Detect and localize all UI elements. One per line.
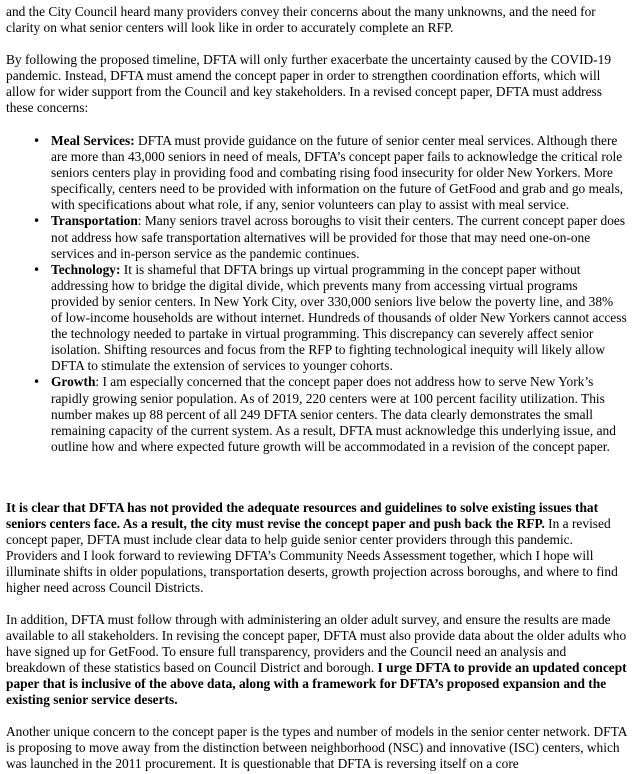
list-item-transportation [0, 213, 627, 261]
list-item-text: : I am especially concerned that the concept paper does not address how to serve New York’s rapidly growing senior population. As of 2019, 220 centers were at 100 percent facility utilization. This number makes up 88 percent of all 249 DFTA senior centers. The data clearly demonstrates the small remaining capacity of the current system. As a result, DFTA must acknowledge this underlying issue, and outline how and where expected future growth will be accommodated in a revision of the concept paper. [51, 374, 616, 454]
paragraph-text: In a revised concept paper, DFTA must include clear data to help guide senior center providers through this pandemic. Providers and I look forward to reviewing DFTA’s Community Needs Assessment together, which I hope will illuminate shifts in older populations, transportation deserts, growth projection across boroughs, and where to find higher need across Council Districts. [6, 516, 618, 596]
bold-statement: I urge DFTA to provide an updated concept paper that is inclusive of the above data, along with a framework for DFTA’s proposed expansion and the existing senior service deserts. [6, 660, 627, 708]
list-item-lead: Meal Services: [51, 133, 135, 148]
list-item-growth [0, 374, 627, 454]
list-item-lead: Growth [51, 374, 96, 390]
list-item-lead: Technology: [51, 261, 121, 277]
list-item-meal-services [0, 133, 627, 213]
bold-statement: It is clear that DFTA has not provided the adequate resources and guidelines to solve existing issues that seniors centers face. As a result, the city must revise the concept paper and push back the RFP. [6, 500, 599, 532]
paragraph-text: In addition, DFTA must follow through with administering an older adult survey, and ensure the results are made available to all stakeholders. In revising the concept paper, DFTA must also provide data about the older adults who have signed up for GetFood. To ensure full transparency, providers and the Council need an analysis and breakdown of these statistics based on Council District and borough. [6, 612, 627, 676]
list-item-text: : Many seniors travel across boroughs to visit their centers. The current concept paper does not address how safe transportation alternatives will be provided for those that may need one-on-one services and in-person service as the pandemic continues. [51, 213, 626, 261]
list-item-technology [0, 262, 627, 375]
paragraph-center-models: Another unique concern to the concept paper is the types and number of models in the senior center network. DFTA is proposing to move away from the distinction between neighborhood (NSC) and innovative (ISC) centers, which was launched in the 2011 procurement. It is questionable that DFTA is reversing itself on a core [6, 724, 627, 772]
paragraph-intro-continuation: and the City Council heard many providers convey their concerns about the many unknowns, and the need for clarity on what senior centers will look like in order to accurately complete an RFP. [6, 4, 596, 36]
concerns-list [0, 133, 627, 455]
paragraph-older-adult-survey [6, 612, 627, 709]
list-item-lead: Transportation [51, 213, 138, 229]
paragraph-proposed-timeline: By following the proposed timeline, DFTA will only further exacerbate the uncertainty caused by the COVID-19 pandemic. Instead, DFTA must amend the concept paper in order to strengthen coordination efforts, which will allow for wider support from the Council and key stakeholders. In a revised concept paper, DFTA must address these concerns: [6, 52, 612, 116]
paragraph-revise-concept-paper [6, 500, 627, 597]
list-item-text: DFTA must provide guidance on the future of senior center meal services. Although there are more than 43,000 seniors in need of meals, DFTA’s concept paper fails to acknowledge the critical role seniors centers play in providing food and combating rising food insecurity for older New Yorkers. More specifically, centers need to be provided with information on the future of GetFood and grab and go meals, with specifications about what role, if any, senior volunteers can play to assist with meal service. [51, 133, 624, 213]
list-item-text: It is shameful that DFTA brings up virtual programming in the concept paper without addressing how to bridge the digital divide, which prevents many from accessing virtual programs provided by senior centers. In New York City, over 330,000 seniors live below the poverty line, and 38% of low-income households are without internet. Hundreds of thousands of older New Yorkers cannot access the technology needed to partake in virtual programming. This discrepancy can severely affect senior isolation. Shifting resources and focus from the RFP to fighting technological inequity will likely allow DFTA to stimulate the extension of services to younger cohorts. [51, 261, 627, 374]
